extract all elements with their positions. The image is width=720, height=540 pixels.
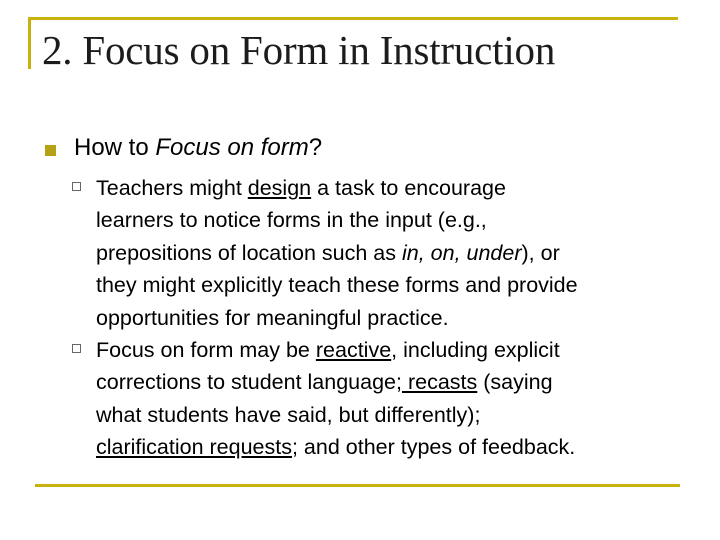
heading-suffix: ? xyxy=(308,134,323,161)
bullet-heading xyxy=(74,134,322,162)
text-line xyxy=(96,399,696,431)
text-span: a task to encourage xyxy=(311,176,506,200)
underlined-term: clarification requests xyxy=(96,435,292,460)
text-span: ), or xyxy=(521,240,560,265)
underlined-term: recasts xyxy=(401,370,478,395)
frame-top-rule xyxy=(28,17,678,20)
text-line xyxy=(96,302,696,334)
text-line xyxy=(96,172,696,204)
hollow-square-icon xyxy=(72,344,81,353)
text-line xyxy=(96,269,696,301)
text-span: what students have said, but differently); xyxy=(96,402,481,427)
text-span: (saying xyxy=(477,370,553,395)
frame-bottom-rule xyxy=(35,484,680,487)
text-span: , including explicit xyxy=(391,338,560,362)
underlined-term: reactive xyxy=(315,338,392,362)
slide-title: 2. Focus on Form in Instruction xyxy=(42,27,556,73)
heading-prefix: How to xyxy=(74,134,156,161)
text-line xyxy=(96,366,696,398)
text-span: ; and other types of feedback. xyxy=(291,435,576,460)
text-line xyxy=(96,237,696,269)
frame-left-rule xyxy=(28,17,31,69)
text-span: learners to notice forms in the input (e.g., xyxy=(96,208,487,233)
sub-bullet-design xyxy=(96,172,696,334)
hollow-square-icon xyxy=(72,182,81,191)
sub-bullet-reactive xyxy=(96,334,696,464)
text-span: Focus on form may be xyxy=(96,338,316,362)
text-span: Teachers might xyxy=(96,176,248,200)
text-line xyxy=(96,204,696,236)
text-span: opportunities for meaningful practice. xyxy=(96,305,449,330)
italic-examples: in, on, under xyxy=(401,240,522,265)
text-span: corrections to student language; xyxy=(96,370,402,395)
filled-square-icon xyxy=(45,145,56,156)
underlined-term: design xyxy=(247,176,312,200)
text-line xyxy=(96,431,696,463)
text-span: prepositions of location such as xyxy=(96,240,402,265)
text-line xyxy=(96,334,696,366)
text-span: they might explicitly teach these forms and provide xyxy=(96,273,578,298)
heading-italic: Focus on form xyxy=(155,134,309,161)
